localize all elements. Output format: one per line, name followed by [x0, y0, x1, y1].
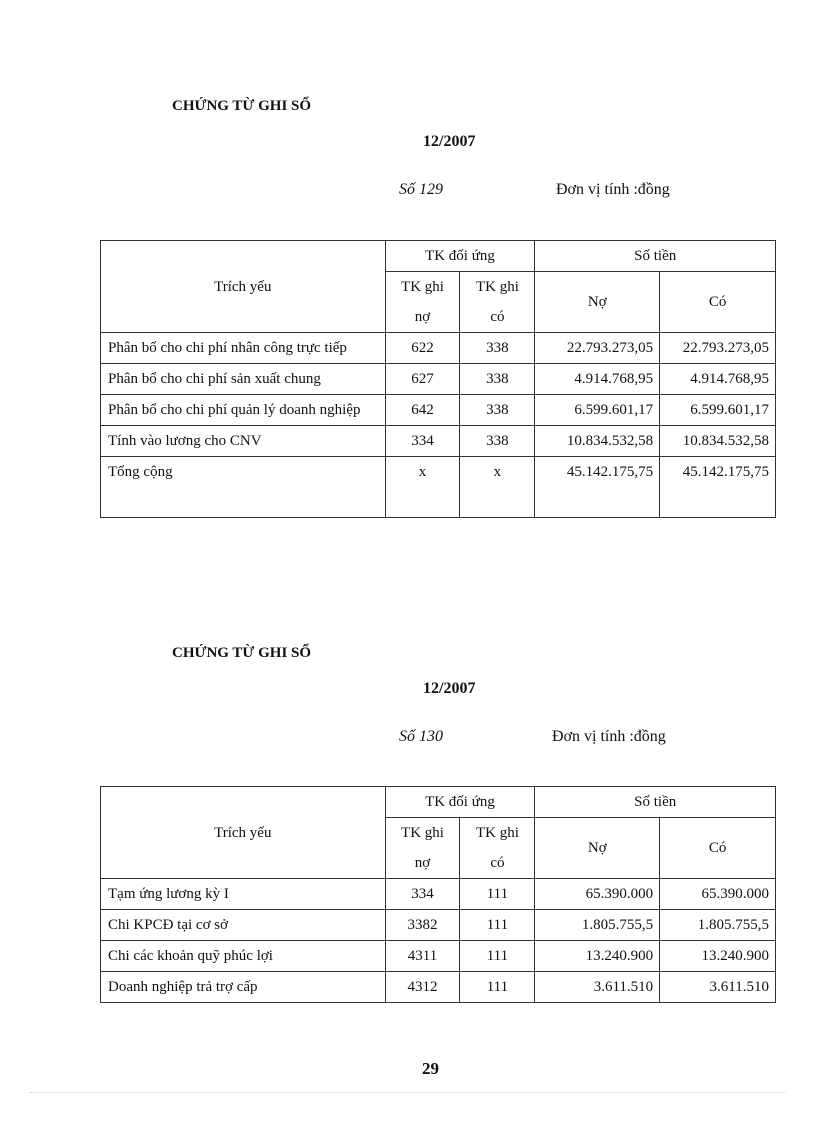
total-debit: 45.142.175,75	[535, 457, 660, 518]
row-debit: 65.390.000	[535, 879, 660, 910]
header-account-group: TK đối ứng	[385, 787, 535, 818]
row-description: Chi các khoản quỹ phúc lợi	[101, 941, 386, 972]
row-credit: 10.834.532,58	[660, 426, 776, 457]
table-row	[101, 879, 776, 910]
row-debit: 6.599.601,17	[535, 395, 660, 426]
header-debit-account: TK ghi nợ	[385, 818, 460, 879]
table-row	[101, 395, 776, 426]
unit-label: Đơn vị tính :đồng	[556, 181, 670, 198]
row-credit: 65.390.000	[660, 879, 776, 910]
total-debit-account: x	[385, 457, 460, 518]
table-row	[101, 426, 776, 457]
row-description: Phân bổ cho chi phí sản xuất chung	[101, 364, 386, 395]
header-credit: Có	[660, 272, 776, 333]
unit-label: Đơn vị tính :đồng	[552, 728, 666, 745]
row-debit-account: 642	[385, 395, 460, 426]
row-debit: 10.834.532,58	[535, 426, 660, 457]
row-description: Chi KPCĐ tại cơ sở	[101, 910, 386, 941]
table-row	[101, 333, 776, 364]
row-debit: 4.914.768,95	[535, 364, 660, 395]
row-debit-account: 4311	[385, 941, 460, 972]
row-debit-account: 622	[385, 333, 460, 364]
row-description: Tạm ứng lương kỳ I	[101, 879, 386, 910]
row-description: Phân bổ cho chi phí quản lý doanh nghiệp	[101, 395, 386, 426]
row-debit-account: 3382	[385, 910, 460, 941]
row-credit: 4.914.768,95	[660, 364, 776, 395]
row-debit-account: 334	[385, 879, 460, 910]
row-credit-account: 338	[460, 395, 535, 426]
header-credit-account: TK ghi có	[460, 818, 535, 879]
voucher-title: CHỨNG TỪ GHI SỔ	[172, 98, 312, 114]
table-row	[101, 910, 776, 941]
row-credit: 13.240.900	[660, 941, 776, 972]
row-debit: 13.240.900	[535, 941, 660, 972]
row-credit-account: 111	[460, 910, 535, 941]
header-credit-account: TK ghi có	[460, 272, 535, 333]
row-credit: 3.611.510	[660, 972, 776, 1003]
header-credit: Có	[660, 818, 776, 879]
row-credit-account: 111	[460, 879, 535, 910]
total-credit: 45.142.175,75	[660, 457, 776, 518]
voucher-period: 12/2007	[423, 133, 476, 150]
voucher-title: CHỨNG TỪ GHI SỔ	[172, 645, 312, 661]
row-credit-account: 111	[460, 941, 535, 972]
row-debit-account: 4312	[385, 972, 460, 1003]
row-credit: 6.599.601,17	[660, 395, 776, 426]
voucher-table	[100, 786, 776, 1003]
voucher-period: 12/2007	[423, 680, 476, 697]
total-row	[101, 457, 776, 518]
row-credit-account: 338	[460, 364, 535, 395]
header-amount-group: Số tiền	[535, 787, 776, 818]
row-description: Tính vào lương cho CNV	[101, 426, 386, 457]
voucher-number: Số 130	[399, 728, 443, 745]
header-description: Trích yếu	[101, 787, 386, 879]
header-description: Trích yếu	[101, 241, 386, 333]
table-row	[101, 972, 776, 1003]
total-description: Tổng cộng	[101, 457, 386, 518]
header-debit: Nợ	[535, 818, 660, 879]
row-credit-account: 338	[460, 426, 535, 457]
page-number: 29	[422, 1059, 439, 1078]
row-credit-account: 338	[460, 333, 535, 364]
row-credit-account: 111	[460, 972, 535, 1003]
voucher-number: Số 129	[399, 181, 443, 198]
row-debit: 22.793.273,05	[535, 333, 660, 364]
row-debit: 1.805.755,5	[535, 910, 660, 941]
row-credit: 1.805.755,5	[660, 910, 776, 941]
row-description: Phân bổ cho chi phí nhân công trực tiếp	[101, 333, 386, 364]
total-credit-account: x	[460, 457, 535, 518]
row-debit-account: 627	[385, 364, 460, 395]
row-description: Doanh nghiệp trả trợ cấp	[101, 972, 386, 1003]
table-row	[101, 941, 776, 972]
row-credit: 22.793.273,05	[660, 333, 776, 364]
footer-divider	[30, 1092, 786, 1093]
voucher-table	[100, 240, 776, 518]
table-row	[101, 364, 776, 395]
header-amount-group: Số tiền	[535, 241, 776, 272]
row-debit: 3.611.510	[535, 972, 660, 1003]
header-account-group: TK đối ứng	[385, 241, 535, 272]
header-debit-account: TK ghi nợ	[385, 272, 460, 333]
header-debit: Nợ	[535, 272, 660, 333]
row-debit-account: 334	[385, 426, 460, 457]
